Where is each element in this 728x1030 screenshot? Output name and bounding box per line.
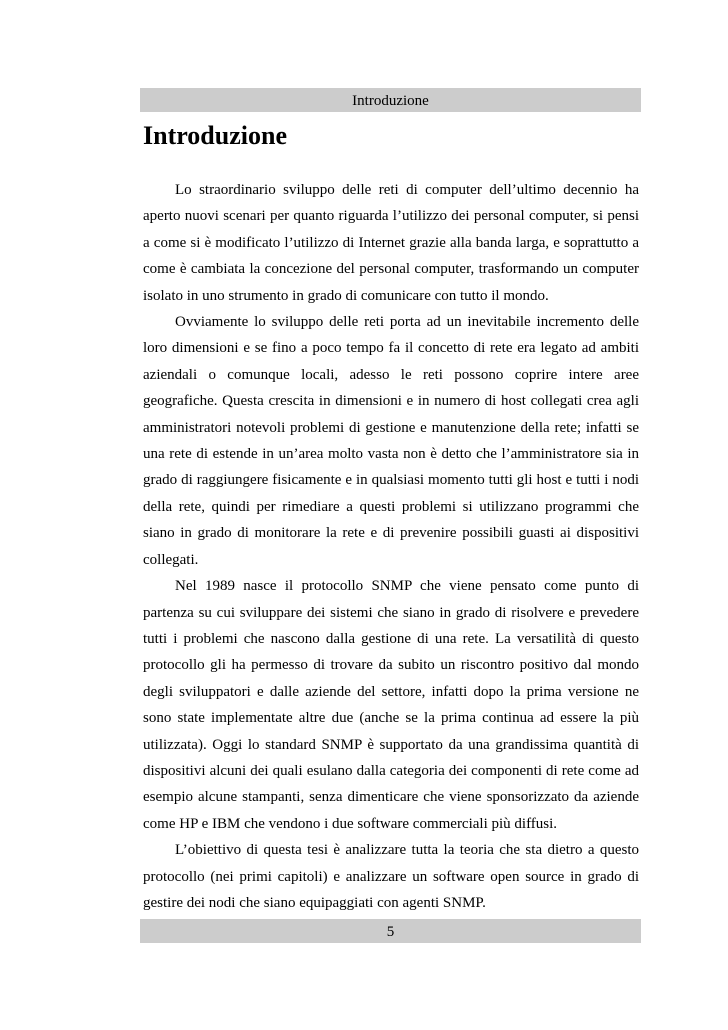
paragraph-1: Lo straordinario sviluppo delle reti di computer dell’ultimo decennio ha aperto nuovi scenari per quanto riguarda l’utilizzo dei personal computer, si pensi a come si è modificato l’utilizzo di Internet grazie alla banda larga, e soprattutto a come è cambiata la concezione del personal computer, trasformando un computer isolato in uno strumento in grado di comunicare con tutto il mondo.: [143, 182, 639, 304]
running-header: [140, 88, 641, 112]
chapter-title: Introduzione: [143, 121, 287, 150]
page-footer: [140, 919, 641, 943]
paragraph-3: Nel 1989 nasce il protocollo SNMP che viene pensato come punto di partenza su cui sviluppare dei sistemi che siano in grado di risolvere e prevedere tutti i problemi che nascono dalla gestione di una rete. La versatilità di questo protocollo gli ha permesso di trovare da subito un riscontro positivo dal mondo degli sviluppatori e dalle aziende del settore, infatti dopo la prima versione ne sono state implementate altre due (anche se la prima continua ad essere la più utilizzata). Oggi lo standard SNMP è supportato da una grandissima quantità di dispositivi alcuni dei quali esulano dalla categoria dei componenti di rete come ad esempio alcune stampanti, senza dimenticare che viene sponsorizzato da aziende come HP e IBM che vendono i due software commerciali più diffusi.: [143, 578, 639, 832]
paragraph-2: Ovviamente lo sviluppo delle reti porta ad un inevitabile incremento delle loro dimensioni e se fino a poco tempo fa il concetto di rete era legato ad ambiti aziendali o comunque locali, adesso le reti possono coprire intere aree geografiche. Questa crescita in dimensioni e in numero di host collegati crea agli amministratori notevoli problemi di gestione e manutenzione della rete; infatti se una rete di estende in un’area molto vasta non è detto che l’amministratore sia in grado di raggiungere fisicamente e in qualsiasi momento tutti gli host e tutti i nodi della rete, quindi per rimediare a questi problemi si utilizzano programmi che siano in grado di monitorare la rete e di prevenire possibili guasti ai dispositivi collegati.: [143, 314, 639, 568]
body-text: [143, 177, 639, 916]
running-header-title: Introduzione: [352, 93, 429, 109]
paragraph-4: L’obiettivo di questa tesi è analizzare tutta la teoria che sta dietro a questo protocollo (nei primi capitoli) e analizzare un software open source in grado di gestire dei nodi che siano equipaggiati con agenti SNMP.: [143, 842, 639, 911]
page-number: 5: [386, 924, 395, 940]
